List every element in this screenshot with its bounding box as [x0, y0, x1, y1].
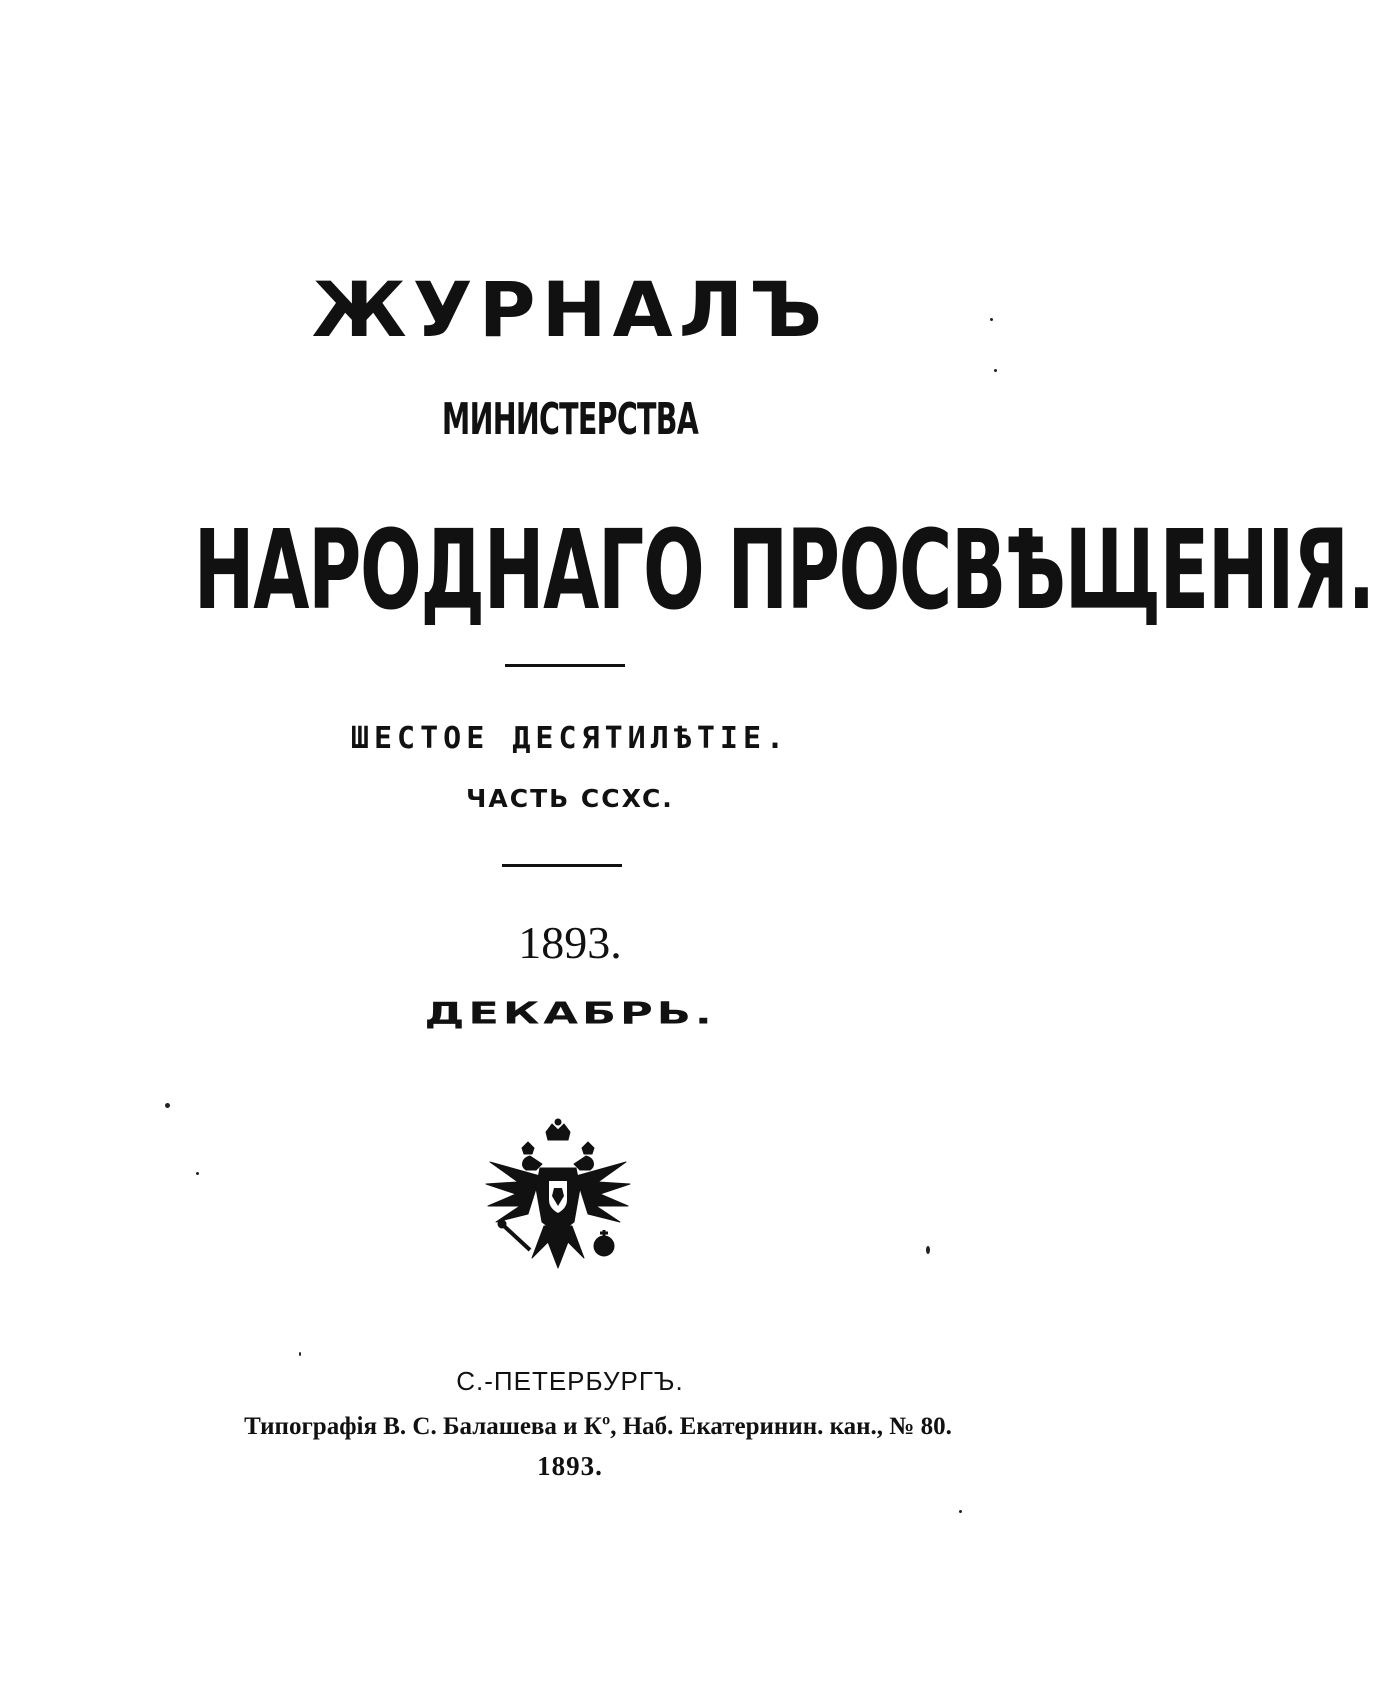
imprint-city: С.-ПЕТЕРБУРГЪ.	[456, 1366, 684, 1396]
issue-year: 1893.	[518, 917, 622, 968]
scan-speck	[926, 1246, 930, 1254]
imprint-year: 1893.	[537, 1451, 603, 1481]
scan-speck	[990, 318, 993, 321]
divider-top	[505, 664, 625, 667]
scan-speck	[959, 1510, 962, 1513]
journal-title: ЖУРНАЛЪ	[311, 265, 829, 354]
scan-speck	[299, 1352, 301, 1356]
series-decade: ШЕСТОЕ ДЕСЯТИЛѢТІЕ.	[350, 721, 790, 756]
issue-month: ДЕКАБРЬ.	[424, 996, 716, 1031]
scan-speck	[165, 1103, 170, 1108]
scan-speck	[994, 369, 997, 372]
divider-bottom	[502, 864, 622, 867]
journal-title-ministry: МИНИСТЕРСТВА	[441, 394, 699, 445]
imprint-press: Типографія В. С. Балашева и Кº, Наб. Екатеринин. кан., № 80.	[244, 1413, 952, 1440]
scan-speck	[196, 1172, 199, 1175]
double-headed-eagle-icon	[482, 1118, 634, 1276]
journal-title-enlightenment: НАРОДНАГО ПРОСВѢЩЕНІЯ.	[193, 506, 1374, 634]
series-part: ЧАСТЬ CCXC.	[466, 784, 674, 813]
